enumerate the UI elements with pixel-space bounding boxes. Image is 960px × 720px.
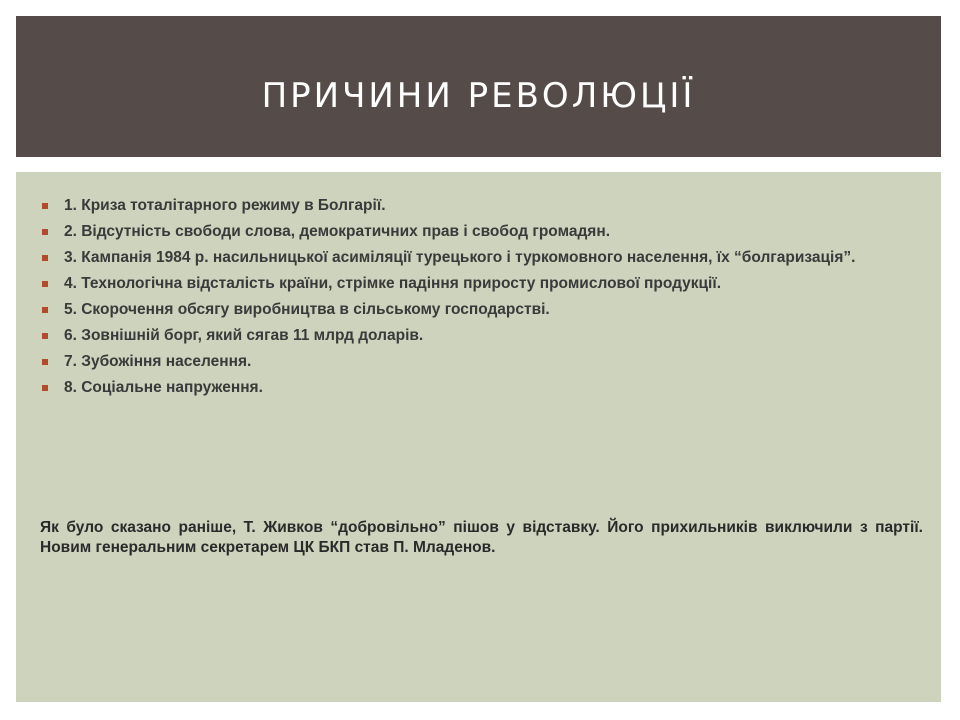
bullet-text: 3. Кампанія 1984 р. насильницької асиміляції турецького і туркомовного населення, їх “болгаризація”. — [64, 249, 856, 266]
bullet-text: 8. Соціальне напруження. — [64, 379, 263, 396]
bullet-item — [40, 196, 923, 216]
bullet-item — [40, 274, 923, 294]
bullet-text: 6. Зовнішній борг, який сягав 11 млрд доларів. — [64, 327, 424, 344]
title-bar — [16, 16, 941, 157]
slide-title: ПРИЧИНИ РЕВОЛЮЦІЇ — [261, 75, 696, 116]
bullet-item — [40, 222, 923, 242]
bullet-marker-icon — [42, 229, 48, 235]
bullet-marker-icon — [42, 333, 48, 339]
bullet-text: 7. Зубожіння населення. — [64, 353, 252, 370]
bullet-list — [40, 196, 923, 404]
bullet-text: 4. Технологічна відсталість країни, стрімке падіння приросту промислової продукції. — [64, 275, 722, 292]
bullet-text: 5. Скорочення обсягу виробництва в сільському господарстві. — [64, 301, 550, 318]
bullet-marker-icon — [42, 281, 48, 287]
bullet-marker-icon — [42, 359, 48, 365]
bullet-marker-icon — [42, 203, 48, 209]
bullet-marker-icon — [42, 255, 48, 261]
bullet-text: 1. Криза тоталітарного режиму в Болгарії. — [64, 197, 386, 214]
bullet-marker-icon — [42, 307, 48, 313]
bullet-item — [40, 378, 923, 398]
bullet-item — [40, 326, 923, 346]
content-box — [16, 172, 941, 702]
bullet-item — [40, 352, 923, 372]
bullet-text: 2. Відсутність свободи слова, демократичних прав і свобод громадян. — [64, 223, 610, 240]
bullet-item — [40, 300, 923, 320]
summary-paragraph: Як було сказано раніше, Т. Живков “добровільно” пішов у відставку. Його прихильників виключили з партії. Новим генеральним секретарем ЦК БКП став П. Младенов. — [40, 519, 923, 556]
bullet-item — [40, 248, 923, 268]
bullet-marker-icon — [42, 385, 48, 391]
